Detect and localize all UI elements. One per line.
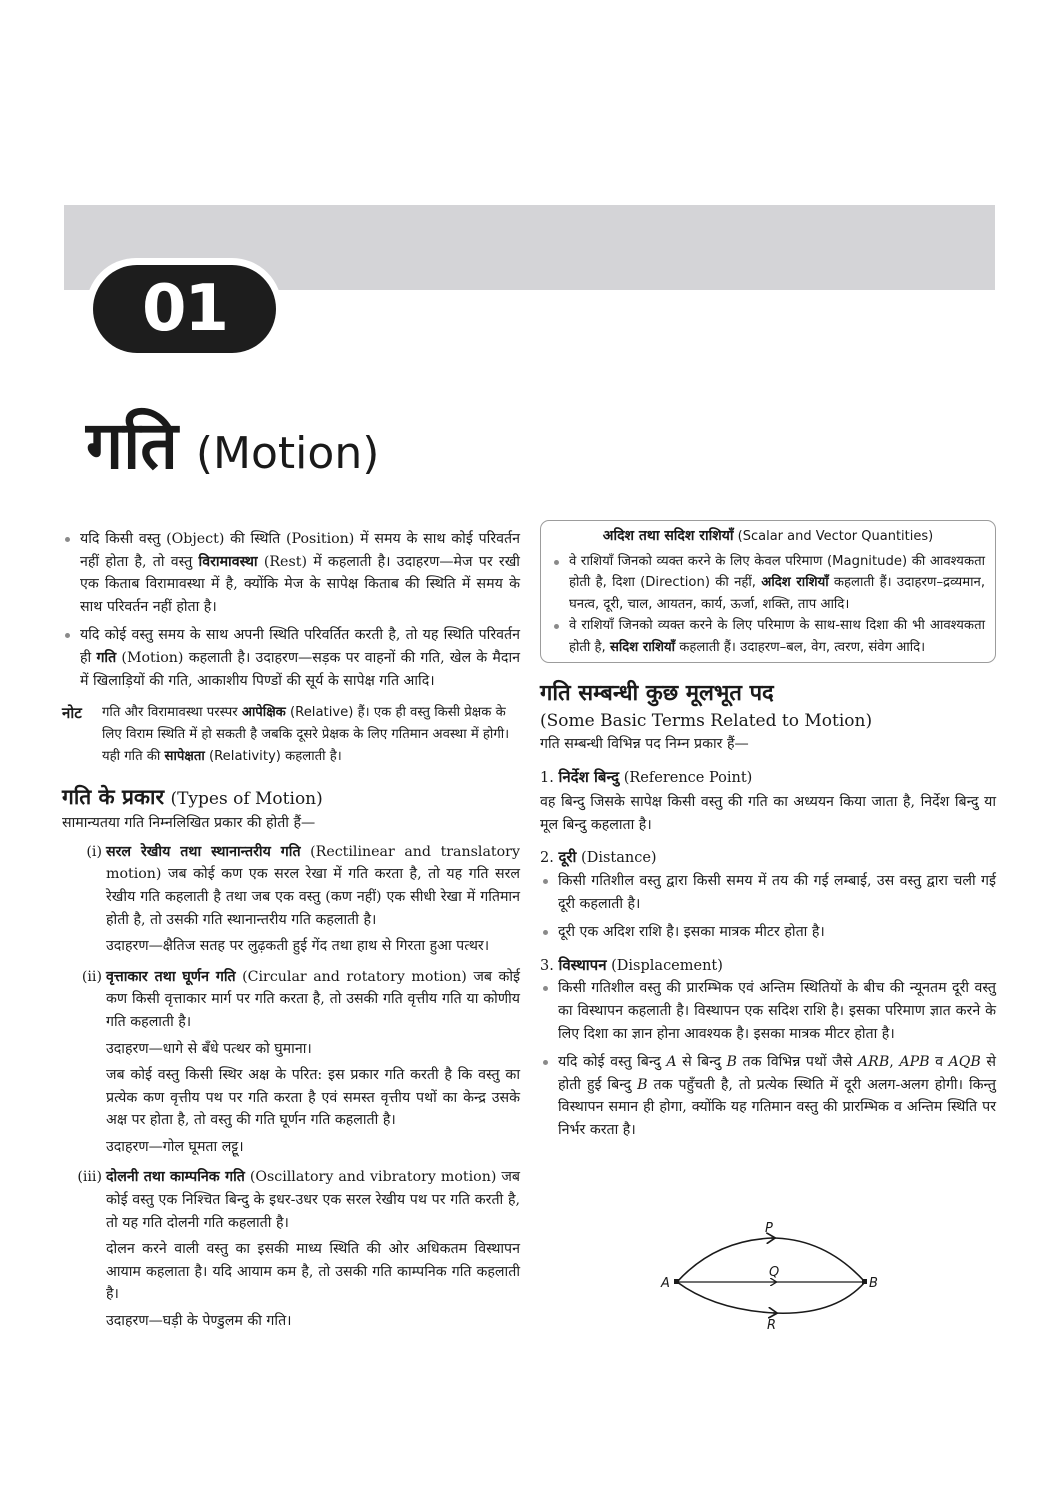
chapter-title-english: (Motion) <box>195 428 380 479</box>
item-term: दोलनी तथा काम्पनिक गति <box>106 1169 245 1186</box>
subheading-reference-point <box>540 766 996 790</box>
text: गति और विरामावस्था परस्पर <box>102 705 242 721</box>
item-number: (i) <box>86 843 102 860</box>
list-item <box>540 1051 996 1141</box>
item-number: (ii) <box>81 968 102 985</box>
list-item <box>551 551 985 616</box>
text: (Motion) कहलाती है। उदाहरण—सड़क पर वाहनों की गति, खेल के मैदान में खिलाड़ियों की गति, आकाशीय पिण्डों की सूर्य के सापेक्ष गति आदि। <box>80 649 520 689</box>
subheading-hindi: दूरी <box>558 848 577 867</box>
math-point: B <box>637 1076 648 1093</box>
list-item: किसी गतिशील वस्तु द्वारा किसी समय में तय की गई लम्बाई, उस वस्तु द्वारा चली गई दूरी कहलाती है। <box>540 870 996 915</box>
label-a: A <box>661 1276 670 1291</box>
subheading-hindi: निर्देश बिन्दु <box>558 767 620 786</box>
paths-diagram-svg <box>655 1218 895 1333</box>
heading-hindi: गति के प्रकार <box>62 785 165 810</box>
math-path: APB <box>899 1054 930 1071</box>
subheading-number: 2. <box>540 850 554 867</box>
math-point: A <box>666 1054 677 1071</box>
text: , <box>889 1054 900 1071</box>
math-point: B <box>726 1054 737 1071</box>
note-block <box>62 702 520 768</box>
text: तक पहुँचती है, तो प्रत्येक स्थिति में दूरी अलग-अलग होगी। किन्तु विस्थापन समान ही होगा, क्योंकि यह गतिमान वस्तु की प्रारम्भिक व अन्तिम स्थिति पर निर्भर करता है। <box>558 1076 996 1138</box>
text: वे राशियाँ जिनको व्यक्त करने के लिए परिमाण के साथ-साथ दिशा की भी आवश्यकता होती है, <box>569 618 985 655</box>
text: (Relative) हैं। एक ही वस्तु किसी प्रेक्षक के लिए विराम स्थिति में हो सकती है जबकि दूसरे प्रेक्षक के लिए गतिमान अवस्था में होगी। यही गति की <box>102 705 510 765</box>
list-item <box>62 624 520 692</box>
motion-type-item <box>62 966 520 1163</box>
text: व <box>929 1054 949 1071</box>
list-item: किसी गतिशील वस्तु की प्रारम्भिक एवं अन्तिम स्थितियों के बीच की न्यूनतम दूरी वस्तु का विस्थापन कहलाती है। विस्थापन एक सदिश राशि है। इसका परिमाण ज्ञात करने के लिए दिशा का ज्ञान होना आवश्यक है। इसका मात्रक मीटर होता है। <box>540 977 996 1045</box>
label-r: R <box>767 1318 777 1333</box>
example-text: उदाहरण—गोल घूमता लट्टू। <box>106 1138 244 1155</box>
chapter-title-hindi: गति <box>86 407 178 484</box>
text: (Oscillatory and vibratory motion) जब कोई वस्तु एक निश्चित बिन्दु के इधर-उधर एक सरल रेखीय पथ पर गति करती है, तो यह गति दोलनी गति कहलाती है। <box>106 1169 520 1231</box>
text: वे राशियाँ जिनको व्यक्त करने के लिए केवल परिमाण (Magnitude) की आवश्यकता होती है, दिशा (Direction) की नहीं, <box>569 553 985 591</box>
subheading-number: 3. <box>540 957 554 974</box>
text: यदि कोई वस्तु समय के साथ अपनी स्थिति परिवर्तित करती है, तो यह स्थिति परिवर्तन ही <box>80 627 520 666</box>
term-scalar: अदिश राशियाँ <box>761 575 829 591</box>
section-heading-basic-terms <box>540 679 996 733</box>
label-q: Q <box>769 1265 780 1280</box>
math-path: ARB <box>857 1054 890 1071</box>
point-b-marker <box>862 1279 867 1284</box>
text: (Rest) में कहलाती है। उदाहरण—मेज पर रखी एक किताब विरामावस्था में है, क्योंकि मेज के सापेक्ष किताब की स्थिति में समय के साथ परिवर्तन नहीं होता है। <box>80 553 520 615</box>
heading-hindi: गति सम्बन्धी कुछ मूलभूत पद <box>540 681 774 707</box>
note-text <box>102 702 520 768</box>
chapter-title <box>86 398 379 488</box>
term-rest: विरामावस्था <box>198 553 258 570</box>
paragraph: वह बिन्दु जिसके सापेक्ष किसी वस्तु की गति का अध्ययन किया जाता है, निर्देश बिन्दु या मूल बिन्दु कहलाता है। <box>540 794 996 833</box>
box-title-english: (Scalar and Vector Quantities) <box>733 529 934 544</box>
item-body <box>106 1166 520 1336</box>
scalar-vector-box <box>540 520 996 663</box>
item-term: सरल रेखीय तथा स्थानान्तरीय गति <box>106 843 301 860</box>
term-vector: सदिश राशियाँ <box>609 639 676 655</box>
note-label: नोट <box>62 704 82 723</box>
chapter-number: 01 <box>93 265 276 353</box>
subheading-english: (Reference Point) <box>619 769 753 786</box>
item-term: वृत्ताकार तथा घूर्णन गति <box>106 968 236 985</box>
heading-english: (Some Basic Terms Related to Motion) <box>540 711 873 732</box>
subheading-displacement <box>540 954 996 978</box>
point-a-marker <box>674 1279 679 1284</box>
text: (Rectilinear and translatory motion) जब कोई कण एक सरल रेखा में गति करता है, तो यह गति सरल रेखीय गति कहलाती है तथा जब एक वस्तु (कण नहीं) एक सीधी रेखा में गतिमान होती है, तो उसकी गति स्थानान्तरीय गति कहलाती है। <box>106 843 520 928</box>
text: कहलाती हैं। उदाहरण–बल, वेग, त्वरण, संवेग आदि। <box>675 639 926 655</box>
text: से बिन्दु <box>676 1054 727 1071</box>
term-relative: आपेक्षिक <box>241 705 286 721</box>
term-motion: गति <box>96 649 117 666</box>
text: यदि किसी वस्तु (Object) की स्थिति (Position) में समय के साथ कोई परिवर्तन नहीं होता है, तो वस्तु <box>80 531 520 570</box>
text: (Relativity) कहलाती है। <box>204 749 342 765</box>
right-column <box>540 520 996 1148</box>
text: से होती हुई बिन्दु <box>558 1054 996 1093</box>
section-heading-types <box>62 784 520 812</box>
section-intro: सामान्यतया गति निम्नलिखित प्रकार की होती हैं— <box>62 815 316 832</box>
label-p: P <box>765 1221 773 1236</box>
path-arb <box>677 1282 775 1313</box>
item-number: (iii) <box>77 1169 102 1186</box>
left-column <box>62 528 520 1337</box>
subheading-english: (Distance) <box>576 850 657 867</box>
text: तक विभिन्न पथों जैसे <box>736 1054 858 1071</box>
heading-english: (Types of Motion) <box>170 789 323 810</box>
example-text: उदाहरण—घड़ी के पेण्डुलम की गति। <box>106 1313 292 1330</box>
section-intro: गति सम्बन्धी विभिन्न पद निम्न प्रकार हैं— <box>540 736 749 753</box>
label-b: B <box>869 1276 878 1291</box>
list-item <box>551 615 985 658</box>
text: कहलाती हैं। उदाहरण–द्रव्यमान, घनत्व, दूरी, चाल, आयतन, कार्य, ऊर्जा, शक्ति, ताप आदि। <box>569 575 986 612</box>
subheading-hindi: विस्थापन <box>558 955 607 974</box>
list-item <box>62 528 520 618</box>
displacement-paths-diagram <box>655 1218 895 1333</box>
subheading-distance <box>540 846 996 870</box>
path-apb <box>677 1238 773 1282</box>
text: (Circular and rotatory motion) जब कोई कण किसी वृत्ताकार मार्ग पर गति करता है, तो उसकी गति वृत्तीय गति या कोणीय गति कहलाती है। <box>106 968 520 1030</box>
text: जब कोई वस्तु किसी स्थिर अक्ष के परित: इस प्रकार गति करती है कि वस्तु का प्रत्येक कण वृत्तीय पथ पर गति करता है एवं समस्त वृत्तीय पथों का केन्द्र उसके अक्ष पर होता है, तो वस्तु की गति घूर्णन गति कहलाती है। <box>106 1067 520 1129</box>
example-text: उदाहरण—धागे से बँधे पत्थर को घुमाना। <box>106 1040 312 1057</box>
example-text: उदाहरण—क्षैतिज सतह पर लुढ़कती हुई गेंद तथा हाथ से गिरता हुआ पत्थर। <box>106 938 490 955</box>
item-body <box>106 841 520 962</box>
motion-type-item <box>62 1166 520 1336</box>
box-title-hindi: अदिश तथा सदिश राशियाँ <box>602 528 734 544</box>
motion-type-item <box>62 841 520 962</box>
text: दोलन करने वाली वस्तु का इसकी माध्य स्थिति की ओर अधिकतम विस्थापन आयाम कहलाता है। यदि आयाम कम है, तो उसकी गति काम्पनिक गति कहलाती है। <box>106 1241 520 1303</box>
box-title <box>551 525 985 549</box>
math-path: AQB <box>948 1054 981 1071</box>
item-body <box>106 966 520 1163</box>
subheading-english: (Displacement) <box>606 957 723 974</box>
text: यदि कोई वस्तु बिन्दु <box>558 1054 667 1071</box>
list-item: दूरी एक अदिश राशि है। इसका मात्रक मीटर होता है। <box>540 921 996 944</box>
term-relativity: सापेक्षता <box>164 749 205 765</box>
subheading-number: 1. <box>540 769 554 786</box>
